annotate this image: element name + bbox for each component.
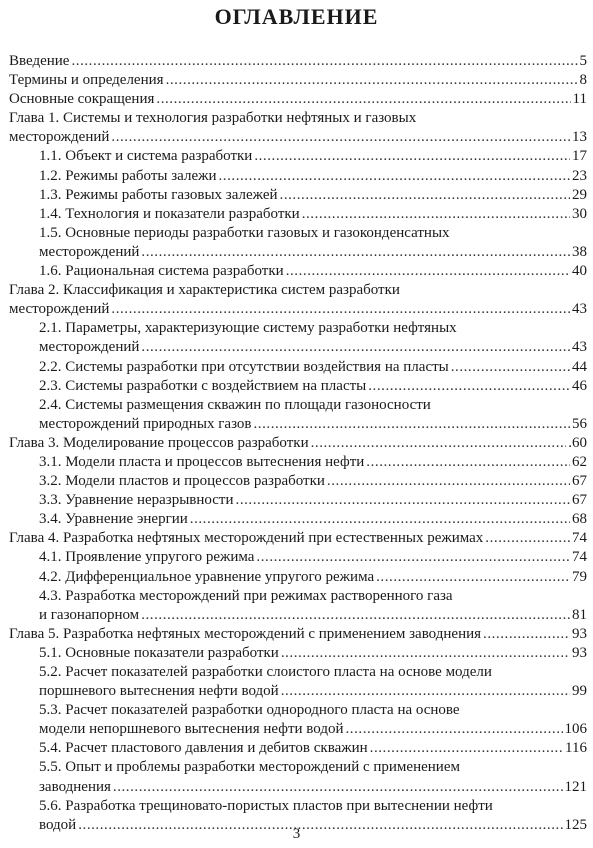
toc-entry-line [9,434,587,453]
toc-entry-text: Глава 2. Классификация и характеристика систем разработки [9,282,400,299]
toc-entry-line [39,338,587,357]
toc-page-number: 68 [572,511,587,528]
toc-entry-text: 5.5. Опыт и проблемы разработки месторождений с применением [39,759,460,776]
toc-page-number: 44 [572,358,587,375]
dot-leader [376,568,570,587]
toc-entry-text: поршневого вытеснения нефти водой [39,683,279,700]
toc-entry-line [39,243,587,262]
toc-entry [9,529,587,548]
dot-leader [311,434,567,453]
toc-entry-text: 2.2. Системы разработки при отсутствии воздействия на пласты [39,358,449,375]
toc-entry [9,644,587,663]
toc-entry [9,396,587,434]
toc-page-number: 67 [572,492,587,509]
toc-entry-line [39,205,587,224]
dot-leader [190,510,570,529]
dot-leader [254,415,571,434]
toc-entry [9,147,587,166]
toc-entry [9,568,587,587]
toc-page-number: 67 [572,473,587,490]
toc-entry-text: месторождений [39,339,140,356]
toc-entry-line [39,491,587,510]
toc-entry-line [39,472,587,491]
toc-entry [9,739,587,758]
toc-page-number: 40 [572,263,587,280]
dot-leader [281,682,570,701]
toc-page-number: 43 [572,301,587,318]
toc-entry [9,377,587,396]
toc-entry-text: месторождений природных газов [39,415,252,432]
dot-leader [111,128,570,147]
toc-entry-line [39,453,587,472]
toc-entry-text: 3.2. Модели пластов и процессов разработки [39,473,325,490]
toc-entry [9,625,587,644]
toc-page-number: 62 [572,453,587,470]
toc-entry-line [39,644,587,663]
dot-leader [280,186,570,205]
toc-entry-text: Термины и определения [9,72,164,89]
toc-entry [9,52,587,71]
toc-page-number: 93 [572,644,587,661]
toc-entry-text: месторождений [39,243,140,260]
toc-entry-text: Основные сокращения [9,91,155,108]
toc-entry-text: 4.2. Дифференциальное уравнение упругого режима [39,568,375,585]
dot-leader [236,491,570,510]
page-title: ОГЛАВЛЕНИЕ [214,4,379,29]
toc-entry-text: Глава 4. Разработка нефтяных месторождений при естественных режимах [9,530,484,547]
toc-page-number: 23 [572,167,587,184]
toc-entry-line [39,167,587,186]
toc-entry-line [39,147,587,166]
toc-entry-text: 1.2. Режимы работы залежи [39,167,217,184]
dot-leader [156,90,570,109]
toc-entry-line [9,300,587,319]
dot-leader [219,167,571,186]
toc-entry [9,434,587,453]
toc-entry-line [39,186,587,205]
toc-entry [9,71,587,90]
dot-leader [366,453,570,472]
toc-entry-text: Введение [9,53,70,69]
toc-page-number: 56 [572,415,587,432]
toc-entry [9,281,587,319]
dot-leader [483,625,570,644]
toc-page-number: 81 [572,606,587,623]
toc-entry [9,90,587,109]
toc-entry [9,358,587,377]
toc-page-number: 38 [572,243,587,260]
dot-leader [286,262,570,281]
toc-page-number: 125 [564,816,587,833]
toc-entry [9,224,587,262]
toc-page-number: 74 [572,549,587,566]
toc-entry [9,510,587,529]
dot-leader [166,71,578,90]
dot-leader [254,147,570,166]
toc-entry-line [39,548,587,567]
toc-entry-text: 1.5. Основные периоды разработки газовых и газоконденсатных [39,224,450,241]
toc-entry-text: месторождений [9,301,110,318]
dot-leader [346,720,563,739]
toc-entry [9,453,587,472]
dot-leader [281,644,570,663]
toc-page-number: 46 [572,377,587,394]
toc-entry [9,758,587,796]
toc-entry-text: 4.1. Проявление упругого режима [39,549,255,566]
toc-entry-text: 2.4. Системы размещения скважин по площади газоносности [39,396,431,413]
toc-entry-text: 2.1. Параметры, характеризующие систему разработки нефтяных [39,320,457,337]
toc-entry-text: водой [39,816,77,833]
toc-entry-text: 5.6. Разработка трещиновато-пористых пластов при вытеснении нефти [39,797,493,814]
toc-entry-text: Глава 5. Разработка нефтяных месторождений с применением заводнения [9,625,482,642]
dot-leader [302,205,570,224]
toc-entry-text: 1.4. Технология и показатели разработки [39,205,300,222]
toc-page-number: 30 [572,205,587,222]
dot-leader [485,529,570,548]
toc-entry-text: и газонапорном [39,606,140,623]
toc-entry [9,663,587,701]
page-number: 3 [292,826,301,842]
toc-entry [9,472,587,491]
toc-entry-text: 1.3. Режимы работы газовых залежей [39,186,278,203]
toc-page-number: 43 [572,339,587,356]
toc-page-number: 116 [565,740,587,757]
toc-entry-text: месторождений [9,129,110,146]
toc-entry-line [39,358,587,377]
dot-leader [141,606,570,625]
toc-page-number: 29 [572,186,587,203]
toc-entry-text: заводнения [39,778,111,795]
toc-page-number: 99 [572,683,587,700]
dot-leader [113,778,563,797]
toc-page-number: .60 [568,434,587,451]
table-of-contents [9,52,587,835]
toc-entry-line [39,377,587,396]
toc-entry-line [9,625,587,644]
toc-entry-text: Глава 1. Системы и технология разработки нефтяных и газовых [9,110,417,127]
toc-entry-text: 5.1. Основные показатели разработки [39,644,279,661]
toc-entry-line [9,128,587,147]
toc-page-number: 121 [564,778,587,795]
toc-entry [9,548,587,567]
toc-entry-text: 3.3. Уравнение неразрывности [39,492,234,509]
toc-page-number: 106 [564,721,587,738]
toc-page-number: 13 [572,129,587,146]
toc-entry-text: 5.4. Расчет пластового давления и дебитов скважин [39,740,368,757]
toc-entry [9,109,587,147]
toc-entry [9,262,587,281]
toc-entry [9,587,587,625]
dot-leader [71,52,577,71]
toc-entry-text: 3.4. Уравнение энергии [39,511,188,528]
toc-page-number: 74 [572,530,587,547]
toc-entry-text: Глава 3. Моделирование процессов разработки [9,434,309,451]
dot-leader [141,243,570,262]
dot-leader [370,739,563,758]
toc-entry-line [39,682,587,701]
toc-page-number: 93 [572,625,587,642]
toc-entry-text: 1.1. Объект и система разработки [39,148,253,165]
toc-entry-line [9,52,587,71]
toc-entry-line [39,510,587,529]
dot-leader [141,338,570,357]
toc-entry [9,167,587,186]
toc-page-number: 79 [572,568,587,585]
toc-entry-text: 3.1. Модели пласта и процессов вытеснения нефти [39,453,365,470]
toc-entry-text: 4.3. Разработка месторождений при режимах растворенного газа [39,587,453,604]
toc-page-number: 5 [579,53,587,69]
dot-leader [256,548,570,567]
toc-entry [9,491,587,510]
toc-entry [9,319,587,357]
dot-leader [368,377,570,396]
toc-entry-text: модели непоршневого вытеснения нефти водой [39,721,344,738]
toc-entry-line [39,720,587,739]
toc-entry-line [39,415,587,434]
dot-leader [111,300,570,319]
toc-entry-line [39,778,587,797]
toc-entry-text: 1.6. Рациональная система разработки [39,263,284,280]
toc-entry-line [9,90,587,109]
toc-entry-line [9,529,587,548]
toc-page-number: 17 [572,148,587,165]
toc-entry-text: 2.3. Системы разработки с воздействием на пласты [39,377,367,394]
toc-entry-line [39,568,587,587]
dot-leader [451,358,570,377]
toc-page-number: 11 [572,91,587,108]
toc-entry-text: 5.2. Расчет показателей разработки слоистого пласта на основе модели [39,664,492,680]
toc-entry-line [39,739,587,758]
toc-entry-line [39,606,587,625]
toc-entry-text: 5.3. Расчет показателей разработки однородного пласта на основе [39,702,460,719]
toc-entry-line [39,262,587,281]
dot-leader [327,472,570,491]
toc-entry [9,701,587,739]
toc-page-number: 8 [579,72,587,89]
toc-entry [9,186,587,205]
toc-entry-line [9,71,587,90]
toc-entry [9,205,587,224]
